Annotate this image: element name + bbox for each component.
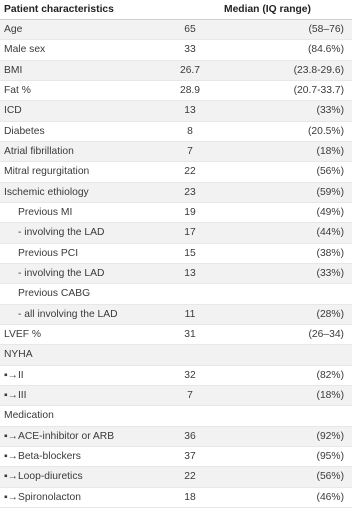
row-range: (84.6%) [307,44,344,56]
row-median: 26.7 [179,64,201,76]
row-range: (44%) [316,227,344,239]
table-row [0,386,352,406]
row-range: (58–76) [308,24,344,35]
table-row [0,40,352,60]
row-median: 11 [184,308,196,320]
row-label: ▪→III [4,389,27,401]
row-median: 17 [184,227,196,239]
row-label: Age [4,24,23,35]
table-row [0,61,352,81]
table-row [0,223,352,243]
row-median: 18 [184,491,196,503]
row-label: ▪→Beta-blockers [4,450,81,462]
row-median: 7 [187,389,193,401]
table-body [0,20,352,508]
table-row [0,101,352,121]
row-label: Diabetes [4,125,45,137]
row-range: (23.8-29.6) [293,64,344,76]
table-row [0,264,352,284]
row-median: 32 [184,369,196,381]
table-row [0,20,352,40]
row-label: - involving the LAD [18,227,105,239]
row-range: (18%) [316,145,344,157]
table-row [0,305,352,325]
row-range: (18%) [316,389,344,401]
table-row [0,81,352,101]
row-range: (46%) [316,491,344,503]
table-row [0,142,352,162]
row-median: 8 [187,125,193,137]
row-median: 23 [184,186,196,198]
table-row [0,284,352,304]
row-range: (82%) [316,369,344,381]
row-range: (20.7-33.7) [293,84,344,96]
row-label: ▪→II [4,369,24,381]
table-row [0,366,352,386]
table-row [0,244,352,264]
table-row [0,325,352,345]
row-median: 37 [184,450,196,462]
row-median: 22 [184,166,196,178]
row-range: (20.5%) [307,125,344,137]
row-range: (56%) [316,166,344,178]
row-label: - all involving the LAD [18,308,118,320]
table-row [0,345,352,365]
row-median: 22 [184,471,196,483]
table-row [0,162,352,182]
row-label: ICD [4,105,22,117]
row-label: Male sex [4,44,46,56]
row-range: (26–34) [308,328,344,340]
row-label: ▪→Spironolacton [4,491,81,503]
table-row [0,467,352,487]
header-characteristics: Patient characteristics [4,4,114,15]
row-range: (56%) [316,471,344,483]
row-range: (33%) [316,267,344,279]
row-median: 28.9 [179,84,201,96]
row-range: (38%) [316,247,344,259]
row-label: Previous MI [18,206,73,218]
table-row [0,406,352,426]
row-median: 13 [184,105,196,117]
row-label: Atrial fibrillation [4,145,74,157]
row-range: (33%) [316,105,344,117]
row-label: Medication [4,410,54,422]
row-range: (95%) [316,450,344,462]
table-row [0,122,352,142]
row-label: LVEF % [4,328,42,340]
row-median: 15 [184,247,196,259]
row-range: (49%) [316,206,344,218]
header-median: Median (IQ range) [224,4,311,15]
row-label: ▪→Loop-diuretics [4,471,83,483]
row-median: 65 [184,24,196,35]
table-row [0,488,352,508]
row-label: - involving the LAD [18,267,105,279]
row-median: 33 [184,44,196,56]
row-label: NYHA [4,349,33,361]
table-header-row [0,0,352,20]
row-median: 7 [187,145,193,157]
row-median: 31 [184,328,196,340]
row-label: ▪→ACE-inhibitor or ARB [4,430,115,442]
table-row [0,447,352,467]
row-label: Previous PCI [18,247,79,259]
row-range: (59%) [316,186,344,198]
table-row [0,203,352,223]
row-label: Mitral regurgitation [4,166,90,178]
row-median: 19 [184,206,196,218]
table-row [0,183,352,203]
row-range: (28%) [316,308,344,320]
row-range: (92%) [316,430,344,442]
row-label: Ischemic ethiology [4,186,89,198]
row-label: Previous CABG [18,288,91,300]
row-label: BMI [4,64,23,76]
row-median: 36 [184,430,196,442]
row-median: 13 [184,267,196,279]
row-label: Fat % [4,84,31,96]
table-row [0,427,352,447]
